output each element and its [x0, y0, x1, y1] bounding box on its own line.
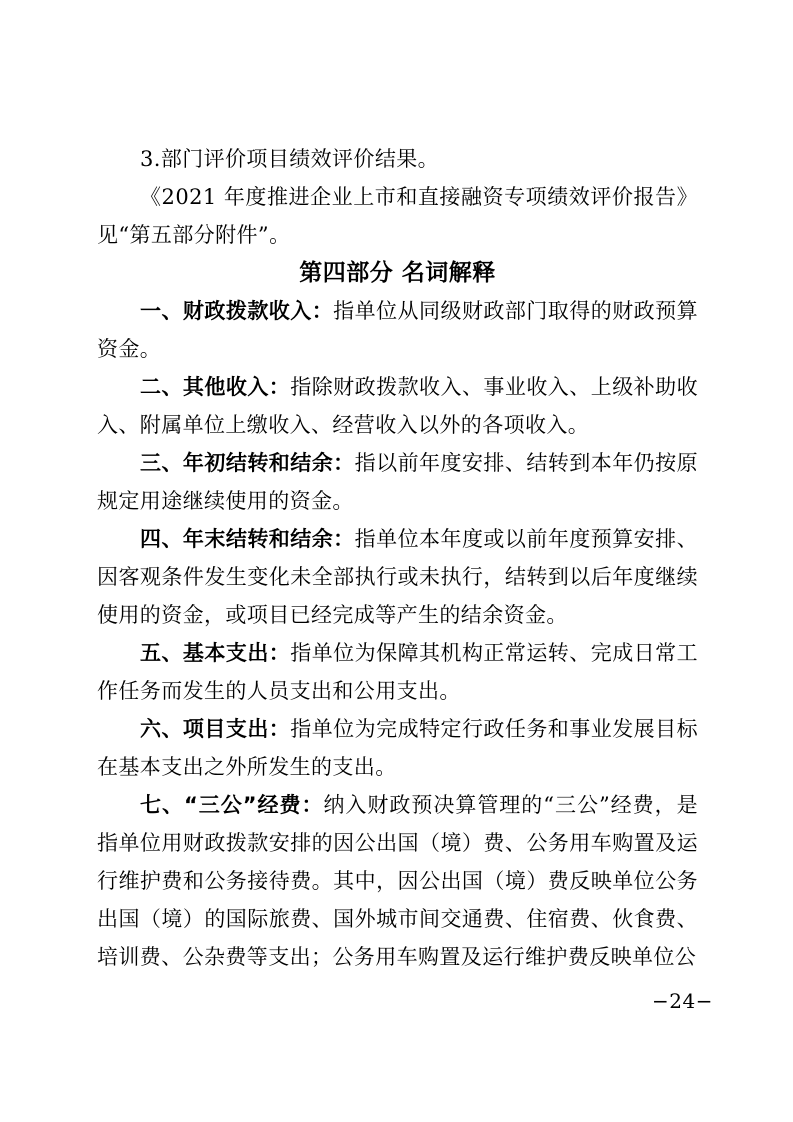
term-name: 六、项目支出： — [140, 717, 291, 741]
paragraph-evaluation-result: 3.部门评价项目绩效评价结果。 — [140, 147, 440, 171]
term-definition: 纳入财政预决算管理的“三公”经费，是指单位用财政拨款安排的因公出国（境）费、公务用车购置及运行维护费和公务接待费。其中，因公出国（境）费反映单位公务出国（境）的国际旅费、国外城市间交通费、住宿费、伙食费、培训费、公杂费等支出；公务用车购置及运行维护费反映单位公 — [97, 793, 699, 969]
term-definition: 指除财政拨款收入、事业收入、上级补助收入、附属单位上缴收入、经营收入以外的各项收入。 — [97, 375, 698, 437]
term-definition: 指以前年度安排、结转到本年仍按原规定用途继续使用的资金。 — [97, 451, 698, 513]
term-name: 一、财政拨款收入： — [140, 299, 334, 323]
term-definition: 指单位从同级财政部门取得的财政预算资金。 — [97, 299, 698, 361]
term-paragraph — [97, 292, 698, 368]
term-paragraph — [97, 710, 698, 786]
term-name: 二、其他收入： — [140, 375, 291, 399]
term-paragraph — [97, 368, 698, 444]
page-number: −24− — [652, 989, 713, 1013]
term-definition: 指单位本年度或以前年度预算安排、因客观条件发生变化未全部执行或未执行，结转到以后年度继续使用的资金，或项目已经完成等产生的结余资金。 — [97, 527, 698, 627]
paragraph-report-reference: 《2021 年度推进企业上市和直接融资专项绩效评价报告》见“第五部分附件”。 — [97, 185, 698, 247]
term-name: 五、基本支出： — [140, 641, 291, 665]
term-name: 四、年末结转和结余： — [140, 527, 355, 551]
term-definition: 指单位为完成特定行政任务和事业发展目标在基本支出之外所发生的支出。 — [97, 717, 698, 779]
term-paragraph — [97, 520, 698, 634]
term-paragraph — [97, 444, 698, 520]
document-content — [97, 140, 698, 976]
term-name: 三、年初结转和结余： — [140, 451, 355, 475]
term-name: 七、“三公”经费： — [140, 793, 324, 817]
terms-list — [97, 292, 698, 976]
section-heading-part4: 第四部分 名词解释 — [299, 260, 496, 286]
term-paragraph — [97, 786, 698, 976]
term-paragraph — [97, 634, 698, 710]
term-definition: 指单位为保障其机构正常运转、完成日常工作任务而发生的人员支出和公用支出。 — [97, 641, 698, 703]
